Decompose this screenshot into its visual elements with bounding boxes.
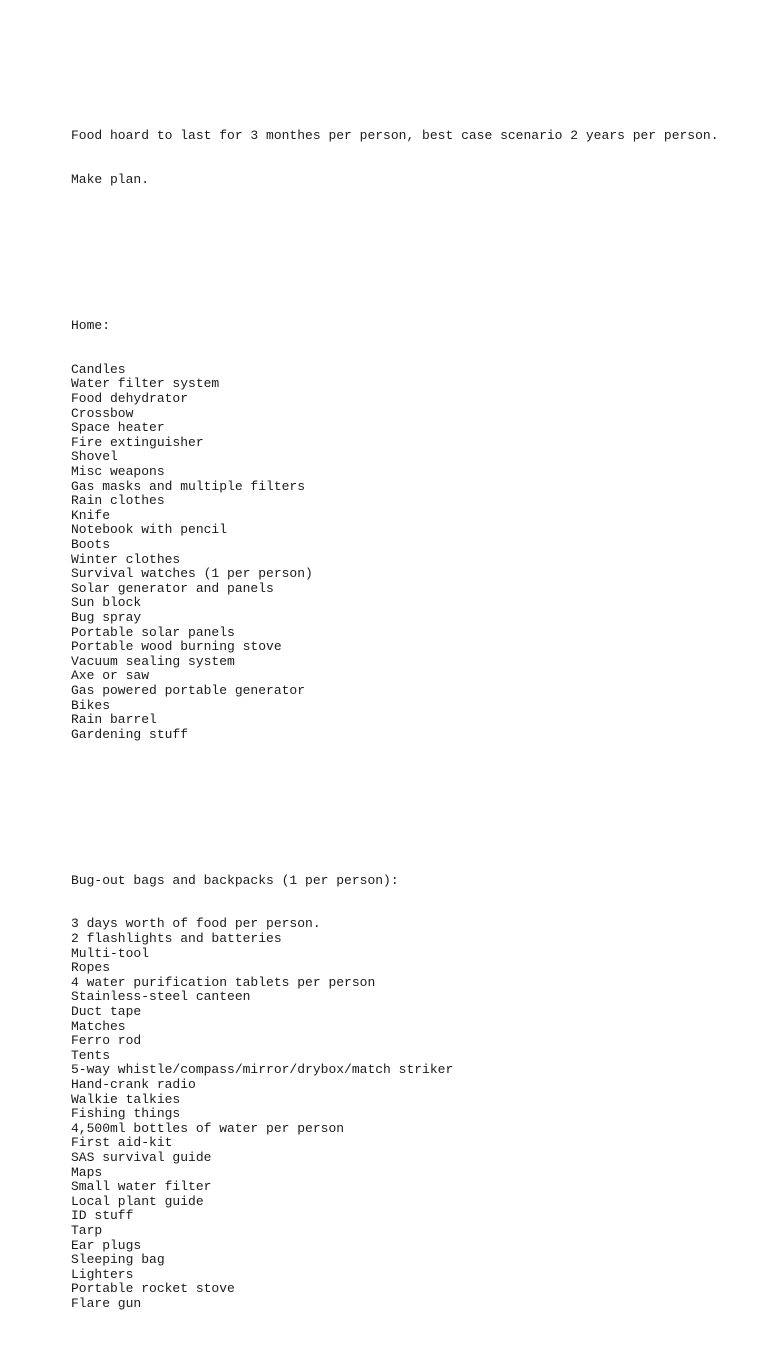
list-item: Lighters [71, 1266, 134, 1282]
list-item: Portable rocket stove [71, 1281, 235, 1297]
list-item: Rain clothes [71, 493, 165, 509]
list-item: Hand-crank radio [71, 1076, 196, 1092]
list-item: Gas powered portable generator [71, 682, 306, 698]
list-item: Solar generator and panels [71, 580, 274, 596]
list-item: Notebook with pencil [71, 522, 228, 538]
list-item: Tarp [71, 1222, 103, 1238]
list-item: 4 water purification tablets per person [71, 974, 376, 990]
list-item: SAS survival guide [71, 1149, 212, 1165]
list-item: Stainless-steel canteen [71, 989, 251, 1005]
list-item: Gas masks and multiple filters [71, 478, 306, 494]
list-item: 3 days worth of food per person. [71, 916, 321, 932]
list-item: Vacuum sealing system [71, 653, 235, 669]
list-item: 4,500ml bottles of water per person [71, 1120, 345, 1136]
list-item: Walkie talkies [71, 1091, 181, 1107]
list-item: Winter clothes [71, 551, 181, 567]
list-item: Crossbow [71, 405, 134, 421]
list-item: Duct tape [71, 1004, 142, 1019]
section-heading: Home: [71, 318, 111, 334]
list-item: Misc weapons [71, 464, 165, 480]
home-section [71, 290, 751, 772]
list-item: Fire extinguisher [71, 434, 204, 450]
list-item: Flare gun [71, 1295, 142, 1311]
list-item: Knife [71, 507, 111, 523]
bugout-item-list [71, 917, 751, 1311]
list-item: Boots [71, 537, 111, 552]
list-item: Space heater [71, 420, 165, 436]
intro-line: Food hoard to last for 3 monthes per person, best case scenario 2 years per person. [71, 128, 719, 144]
list-item: Sleeping bag [71, 1252, 165, 1268]
intro-line: Make plan. [71, 172, 150, 188]
list-item: Gardening stuff [71, 726, 189, 742]
list-item: 2 flashlights and batteries [71, 931, 282, 947]
list-item: Portable wood burning stove [71, 639, 282, 655]
list-item: Fishing things [71, 1106, 181, 1122]
blank-line [71, 246, 751, 261]
list-item: Matches [71, 1018, 126, 1034]
list-item: First aid-kit [71, 1135, 173, 1151]
list-item: Maps [71, 1164, 103, 1180]
list-item: Food dehydrator [71, 391, 189, 407]
list-item: Small water filter [71, 1179, 212, 1195]
list-item: Axe or saw [71, 668, 150, 684]
list-item: Portable solar panels [71, 624, 235, 640]
list-item: Tents [71, 1047, 111, 1063]
bugout-section [71, 844, 751, 1340]
list-item: Rain barrel [71, 712, 157, 728]
list-item: Multi-tool [71, 945, 150, 961]
document-page [71, 71, 751, 1355]
list-item: Bug spray [71, 609, 142, 625]
list-item: 5-way whistle/compass/mirror/drybox/match striker [71, 1062, 454, 1078]
home-item-list [71, 363, 751, 742]
list-item: Local plant guide [71, 1193, 204, 1209]
list-item: Bikes [71, 697, 111, 713]
list-item: Water filter system [71, 376, 220, 392]
list-item: Ropes [71, 960, 111, 976]
list-item: Candles [71, 361, 126, 377]
list-item: Ferro rod [71, 1033, 142, 1049]
blank-line [71, 801, 751, 816]
list-item: Shovel [71, 449, 118, 465]
list-item: Ear plugs [71, 1237, 142, 1253]
list-item: Sun block [71, 595, 142, 611]
section-heading: Bug-out bags and backpacks (1 per person): [71, 872, 399, 888]
list-item: Survival watches (1 per person) [71, 566, 313, 582]
intro-section [71, 100, 751, 217]
list-item: ID stuff [71, 1208, 134, 1224]
